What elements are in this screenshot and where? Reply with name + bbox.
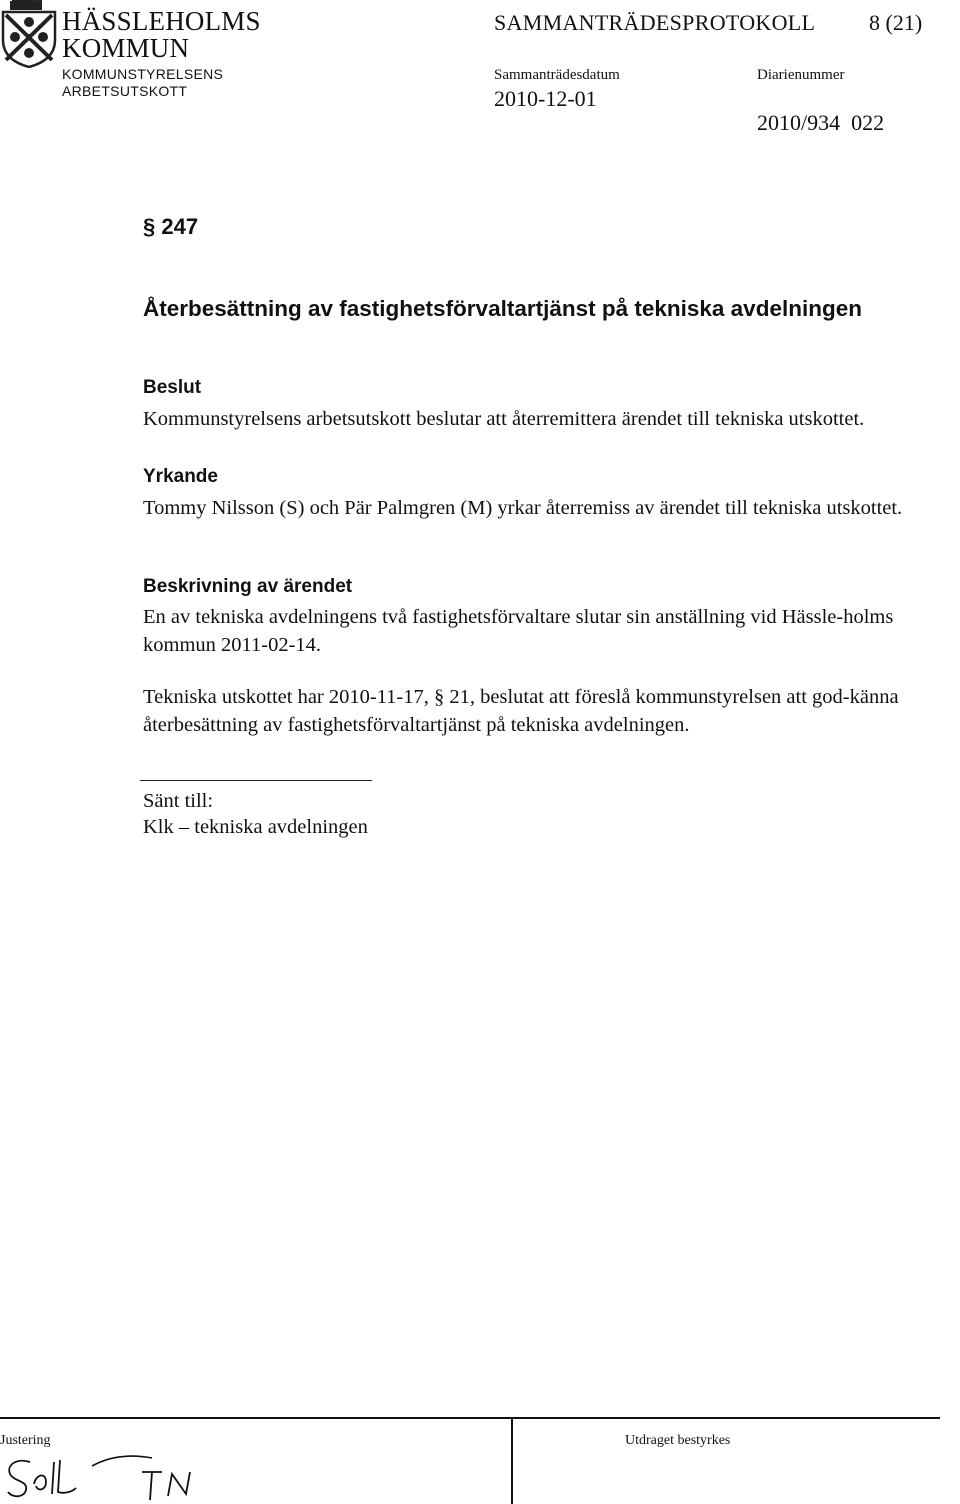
yrkande-text: Tommy Nilsson (S) och Pär Palmgren (M) yrkar återremiss av ärendet till tekniska utskottet. [143,497,903,519]
diarie-number: 2010/934 022 [757,110,885,135]
beskrivning-heading: Beskrivning av ärendet [143,576,353,597]
footer-column-divider [511,1417,513,1504]
justering-label: Justering [0,1433,51,1448]
beslut-heading: Beslut [143,377,202,398]
meeting-date: 2010-12-01 [494,86,597,111]
beslut-text: Kommunstyrelsens arbetsutskott beslutar att återremittera ärendet till tekniska utskottet. [143,408,865,430]
page-title: Återbesättning av fastighetsförvaltartjänst på tekniska avdelningen [143,296,862,321]
footer-divider [0,1417,940,1419]
beskrivning-text-1: En av tekniska avdelningens två fastighetsförvaltare slutar sin anställning vid Hässle-holms kommun 2011-02-14. [143,606,894,656]
organization-name [62,8,261,62]
organization-unit-line2: ARBETSUTSKOTT [62,83,188,99]
handwritten-signature [0,1448,215,1504]
municipal-crest-icon [0,0,58,68]
organization-unit [62,66,223,100]
sent-to-divider [140,780,372,781]
meeting-date-label: Sammanträdesdatum [494,67,620,83]
beskrivning-text-2: Tekniska utskottet har 2010-11-17, § 21, beslutat att föreslå kommunstyrelsen att god-känna återbesättning av fastighetsförvaltartjänst på tekniska avdelningen. [143,686,899,736]
page-number: 8 (21) [869,10,923,35]
diarie-number-label: Diarienummer [757,67,845,83]
organization-name-line2: KOMMUN [62,33,190,63]
sent-to-recipient: Klk – tekniska avdelningen [143,816,368,838]
sent-to-label: Sänt till: [143,790,214,812]
organization-unit-line1: KOMMUNSTYRELSENS [62,66,224,82]
document-type: SAMMANTRÄDESPROTOKOLL [494,10,816,35]
utdraget-label: Utdraget bestyrkes [625,1433,731,1448]
yrkande-heading: Yrkande [143,466,218,487]
organization-name-line1: HÄSSLEHOLMS [62,6,261,36]
paragraph-number: § 247 [143,214,199,239]
